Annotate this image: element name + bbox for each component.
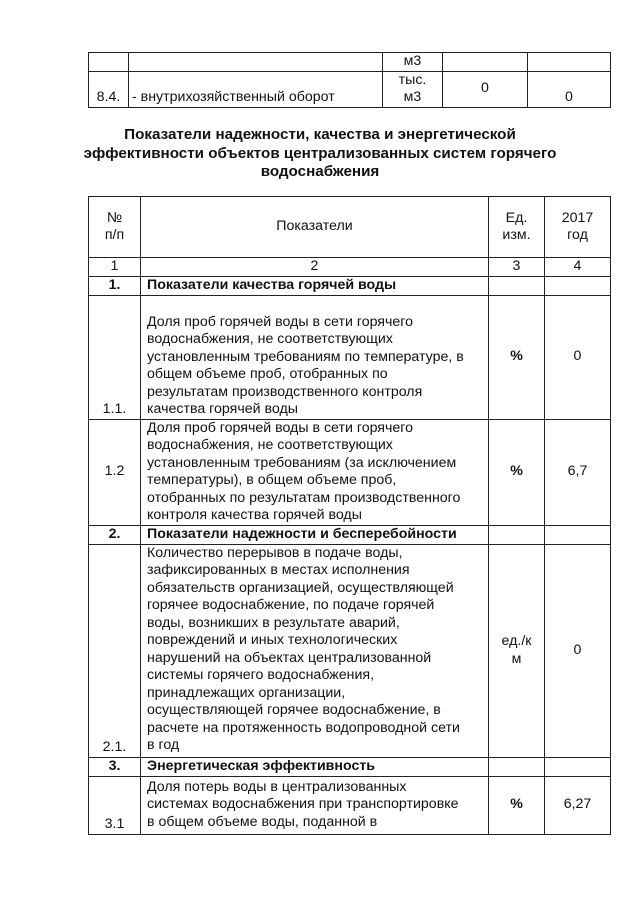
section-title: Показатели надежности и бесперебойности [141, 525, 489, 544]
section-title: Энергетическая эффективность [141, 757, 489, 776]
header-year: 2017 год [545, 197, 611, 258]
value-cell: 0 [545, 295, 611, 419]
section-title: Показатели качества горячей воды [141, 276, 489, 295]
row-number: 3.1 [89, 776, 141, 834]
row-number: 2.1. [89, 544, 141, 757]
row-description: Доля проб горячей воды в сети горячего водоснабжения, не соответствующих установленным требованиям по температуре, в общем объеме проб, отобранных по результатам производственного контроля качества горячей воды [141, 295, 489, 419]
column-numbers-row: 1 2 3 4 [89, 258, 611, 277]
unit-cell: % [489, 419, 545, 525]
row-label: - внутрихозяйственный оборот [129, 71, 383, 107]
value-cell: 0 [545, 544, 611, 757]
section-row [89, 525, 611, 544]
unit-cell: тыс. м3 [383, 71, 443, 107]
unit-cell: м3 [383, 53, 443, 72]
value-cell: 0 [443, 71, 528, 107]
table-row [89, 295, 611, 419]
section-number: 3. [89, 757, 141, 776]
header-indicator: Показатели [141, 197, 489, 258]
table-row [89, 419, 611, 525]
header-num: № п/п [89, 197, 141, 258]
table-header-row [89, 197, 611, 258]
previous-table-fragment [88, 52, 611, 108]
value-cell: 6,7 [545, 419, 611, 525]
row-number: 1.2 [89, 419, 141, 525]
unit-cell: ед./к м [489, 544, 545, 757]
section-heading: Показатели надежности, качества и энергетической эффективности объектов централизованных систем горячего водоснабжения [83, 126, 557, 180]
section-number: 1. [89, 276, 141, 295]
table-row [89, 53, 611, 72]
unit-cell: % [489, 295, 545, 419]
table-row [89, 544, 611, 757]
unit-cell: % [489, 776, 545, 834]
table-row [89, 71, 611, 107]
row-number: 1.1. [89, 295, 141, 419]
row-description: Доля проб горячей воды в сети горячего водоснабжения, не соответствующих установленным требованиям (за исключением температуры), в общем объеме проб, отобранных по результатам производственного контроля качества горячей воды [141, 419, 489, 525]
row-number: 8.4. [89, 71, 129, 107]
header-unit: Ед. изм. [489, 197, 545, 258]
indicators-table [88, 196, 611, 835]
row-description: Количество перерывов в подаче воды, зафиксированных в местах исполнения обязательств организацией, осуществляющей горячее водоснабжение, по подаче горячей воды, возникших в результате аварий, повреждений и иных технологических нарушений на объектах централизованной системы горячего водоснабжения, принадлежащих организации, осуществляющей горячее водоснабжение, в расчете на протяженность водопроводной сети в год [141, 544, 489, 757]
section-number: 2. [89, 525, 141, 544]
section-row [89, 757, 611, 776]
row-description: Доля потерь воды в централизованных системах водоснабжения при транспортировке в общем объеме воды, поданной в [141, 776, 489, 834]
section-row [89, 276, 611, 295]
value-cell: 6,27 [545, 776, 611, 834]
value-cell: 0 [528, 71, 611, 107]
table-row [89, 776, 611, 834]
